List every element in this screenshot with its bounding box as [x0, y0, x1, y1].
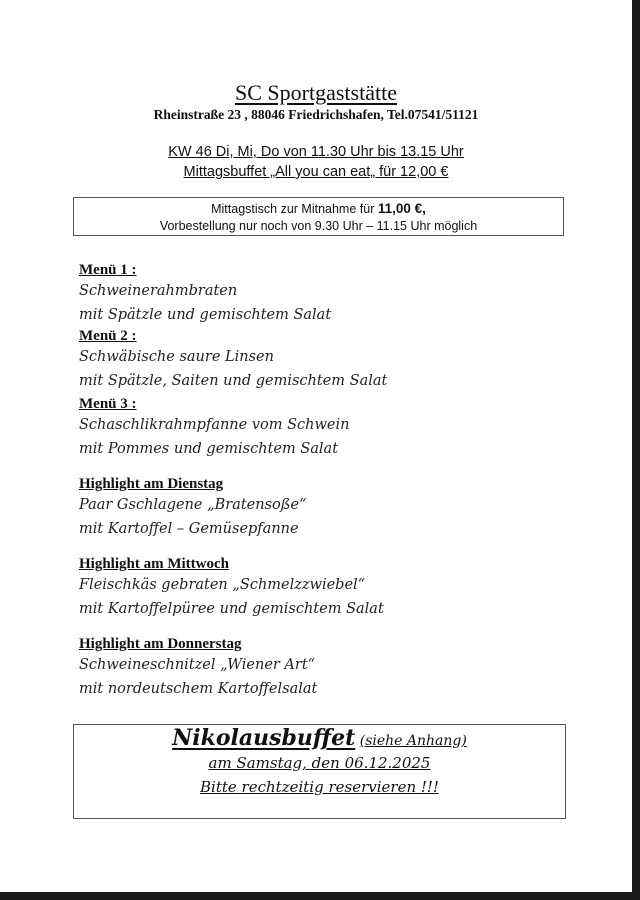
menu-2-side: mit Spätzle, Saiten und gemischtem Salat — [79, 373, 388, 389]
takeaway-price-value: 11,00 €, — [377, 201, 426, 216]
menu-2 — [79, 328, 559, 393]
menu-2-label: Menü 2 : — [79, 328, 137, 344]
nikolaus-buffet-box — [73, 724, 566, 819]
menu-1-dish: Schweinerahmbraten — [79, 283, 238, 299]
nikolaus-note: (siehe Anhang) — [359, 733, 467, 749]
takeaway-price-text: Mittagstisch zur Mitnahme für — [211, 202, 378, 216]
highlight-tuesday-dish: Paar Gschlagene „Bratensoße“ — [79, 497, 307, 513]
menu-1-side: mit Spätzle und gemischtem Salat — [79, 307, 332, 323]
menu-1-label: Menü 1 : — [79, 262, 137, 278]
buffet-price: Mittagsbuffet „All you can eat„ für 12,00 € — [183, 164, 449, 180]
takeaway-preorder-line: Vorbestellung nur noch von 9.30 Uhr – 11.15 Uhr möglich — [159, 219, 478, 233]
highlight-tuesday-label: Highlight am Dienstag — [79, 476, 224, 492]
highlight-thursday-label: Highlight am Donnerstag — [79, 636, 242, 652]
highlight-wednesday-label: Highlight am Mittwoch — [79, 556, 229, 572]
highlight-thursday-side: mit nordeutschem Kartoffelsalat — [79, 681, 318, 697]
takeaway-price-line — [74, 200, 563, 218]
menu-3-dish: Schaschlikrahmpfanne vom Schwein — [79, 417, 350, 433]
nikolaus-heading — [74, 725, 565, 751]
menu-3-label: Menü 3 : — [79, 396, 137, 412]
menu-3-side: mit Pommes und gemischtem Salat — [79, 441, 339, 457]
menu-2-dish: Schwäbische saure Linsen — [79, 349, 274, 365]
highlight-thursday-dish: Schweineschnitzel „Wiener Art“ — [79, 657, 316, 673]
highlight-wednesday-dish: Fleischkäs gebraten „Schmelzzwiebel“ — [79, 577, 366, 593]
menu-1 — [79, 262, 559, 327]
highlight-thursday — [79, 636, 559, 701]
highlight-tuesday — [79, 476, 559, 541]
nikolaus-date: am Samstag, den 06.12.2025 — [208, 754, 431, 772]
week-schedule: KW 46 Di, Mi, Do von 11.30 Uhr bis 13.15 Uhr — [168, 144, 464, 160]
nikolaus-title: Nikolausbuffet — [172, 725, 356, 751]
takeaway-notice-box — [73, 197, 564, 236]
restaurant-name: SC Sportgaststätte — [235, 80, 397, 105]
highlight-wednesday — [79, 556, 559, 621]
menu-3 — [79, 396, 559, 461]
restaurant-address: Rheinstraße 23 , 88046 Friedrichshafen, Tel.07541/51121 — [153, 107, 479, 122]
highlight-wednesday-side: mit Kartoffelpüree und gemischtem Salat — [79, 601, 384, 617]
highlight-tuesday-side: mit Kartoffel – Gemüsepfanne — [79, 521, 299, 537]
nikolaus-reservation: Bitte rechtzeitig reservieren !!! — [200, 778, 439, 796]
